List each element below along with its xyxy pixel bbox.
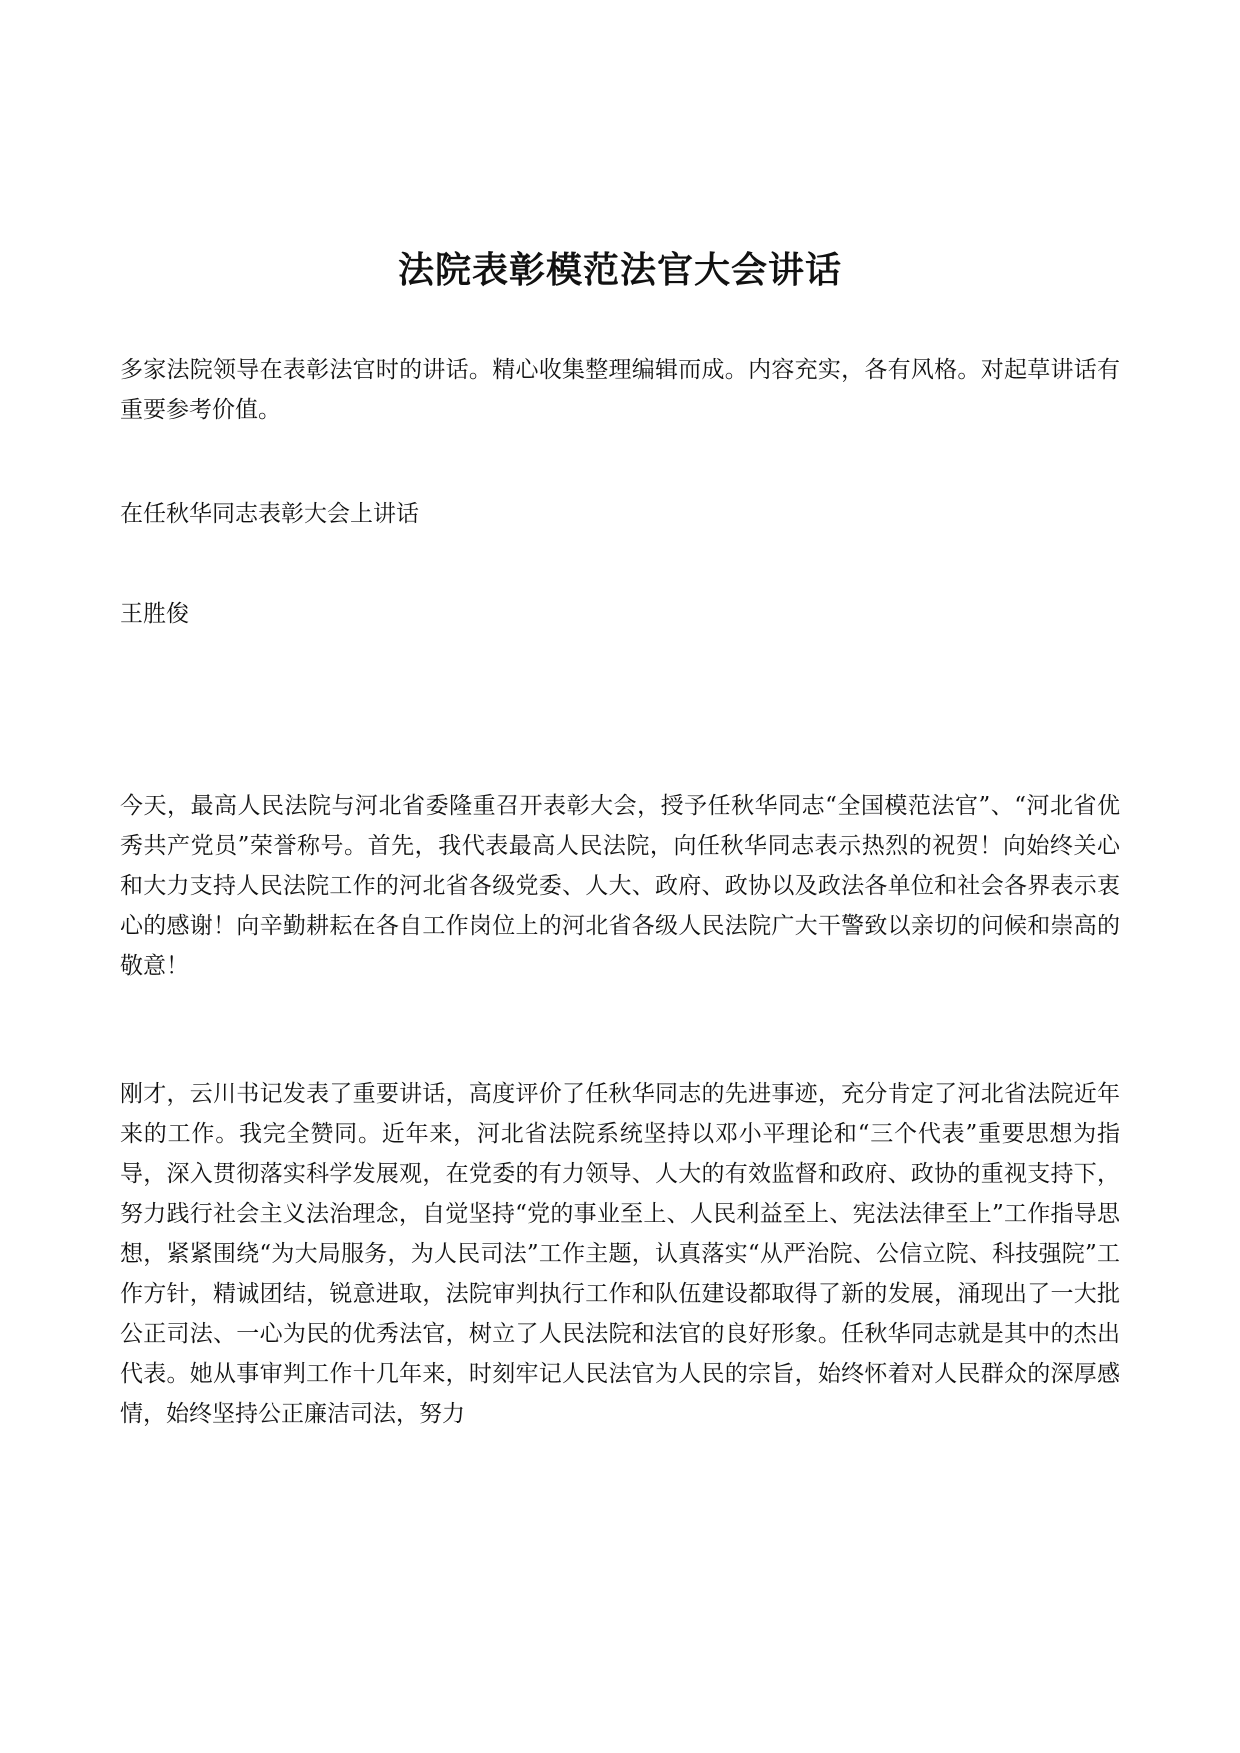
document-title: 法院表彰模范法官大会讲话 — [397, 249, 842, 292]
speaker-name: 王胜俊 — [120, 601, 189, 627]
speech-title: 在任秋华同志表彰大会上讲话 — [120, 501, 419, 527]
body-paragraph-2: 刚才，云川书记发表了重要讲话，高度评价了任秋华同志的先进事迹，充分肯定了河北省法院近年来的工作。我完全赞同。近年来，河北省法院系统坚持以邓小平理论和“三个代表”重要思想为指导，深入贯彻落实科学发展观，在党委的有力领导、人大的有效监督和政府、政协的重视支持下，努力践行社会主义法治理念，自觉坚持“党的事业至上、人民利益至上、宪法法律至上”工作指导思想，紧紧围绕“为大局服务，为人民司法”工作主题，认真落实“从严治院、公信立院、科技强院”工作方针，精诚团结，锐意进取，法院审判执行工作和队伍建设都取得了新的发展，涌现出了一大批公正司法、一心为民的优秀法官，树立了人民法院和法官的良好形象。任秋华同志就是其中的杰出代表。她从事审判工作十几年来，时刻牢记人民法官为人民的宗旨，始终怀着对人民群众的深厚感情，始终坚持公正廉洁司法，努力 — [120, 1081, 1120, 1427]
body-paragraph-1: 今天，最高人民法院与河北省委隆重召开表彰大会，授予任秋华同志“全国模范法官”、“河北省优秀共产党员”荣誉称号。首先，我代表最高人民法院，向任秋华同志表示热烈的祝贺！向始终关心和大力支持人民法院工作的河北省各级党委、人大、政府、政协以及政法各单位和社会各界表示衷心的感谢！向辛勤耕耘在各自工作岗位上的河北省各级人民法院广大干警致以亲切的问候和崇高的敬意！ — [120, 793, 1120, 979]
intro-paragraph: 多家法院领导在表彰法官时的讲话。精心收集整理编辑而成。内容充实，各有风格。对起草讲话有重要参考价值。 — [120, 357, 1120, 423]
